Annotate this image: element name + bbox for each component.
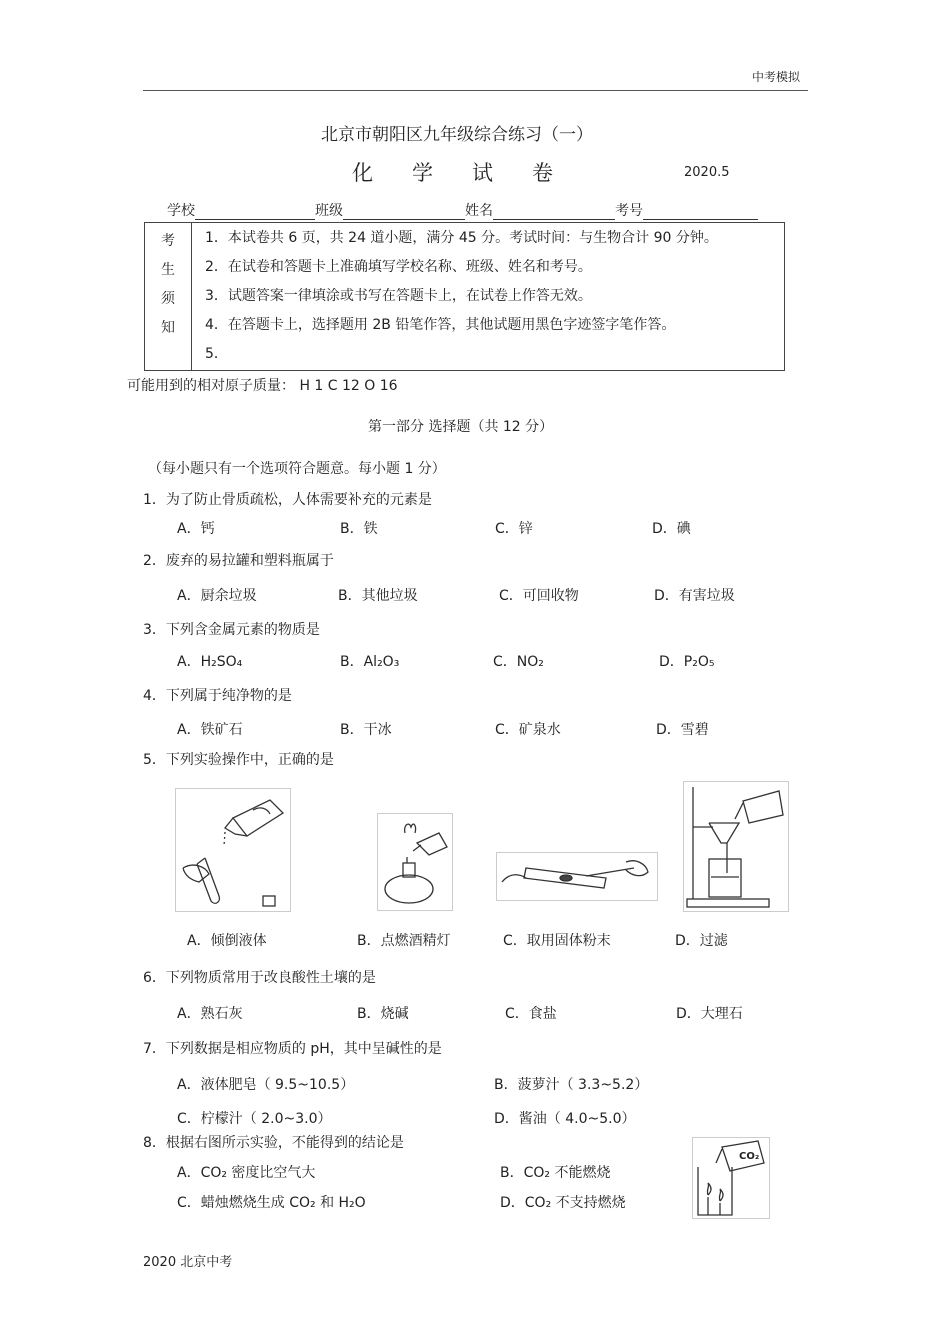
- notice-items: [192, 223, 785, 371]
- exam-title: 北京市朝阳区九年级综合练习（一）: [321, 125, 593, 145]
- option[interactable]: D．酱油（ 4.0~5.0）: [494, 1111, 636, 1127]
- option[interactable]: B．Al₂O₃: [340, 654, 400, 670]
- question-stem: 2．废弃的易拉罐和塑料瓶属于: [143, 553, 334, 569]
- question-stem: 7．下列数据是相应物质的 pH，其中呈碱性的是: [143, 1041, 442, 1057]
- option[interactable]: B．菠萝汁（ 3.3~5.2）: [494, 1077, 649, 1093]
- subject-title: 化 学 试 卷: [352, 161, 553, 185]
- info-line: [167, 200, 758, 220]
- school-label: 学校: [167, 203, 195, 219]
- figure-co2-candles: [692, 1137, 770, 1219]
- option[interactable]: C．矿泉水: [495, 722, 561, 738]
- co2-label: CO₂: [739, 1151, 760, 1162]
- question-stem: 1．为了防止骨质疏松，人体需要补充的元素是: [143, 492, 432, 508]
- notice-item: 5．: [205, 346, 228, 362]
- school-field[interactable]: [195, 205, 315, 220]
- notice-table: [144, 222, 785, 371]
- option[interactable]: C．取用固体粉末: [503, 933, 611, 949]
- option[interactable]: A．液体肥皂（ 9.5~10.5）: [177, 1077, 355, 1093]
- option[interactable]: C．锌: [495, 521, 533, 537]
- option[interactable]: A．厨余垃圾: [177, 588, 257, 604]
- class-label: 班级: [315, 203, 343, 219]
- option[interactable]: A．熟石灰: [177, 1006, 243, 1022]
- notice-item: 4．在答题卡上，选择题用 2B 铅笔作答，其他试题用黑色字迹签字笔作答。: [205, 317, 676, 333]
- footer-label: 2020 北京中考: [143, 1255, 233, 1270]
- question-stem: 4．下列属于纯净物的是: [143, 688, 292, 704]
- atomic-mass-line: 可能用到的相对原子质量： H 1 C 12 O 16: [127, 378, 398, 394]
- option[interactable]: A．H₂SO₄: [177, 654, 243, 670]
- option[interactable]: B．点燃酒精灯: [357, 933, 451, 949]
- question-stem: 3．下列含金属元素的物质是: [143, 622, 320, 638]
- notice-side-label: 考 生 须 知: [145, 223, 192, 371]
- option[interactable]: B．干冰: [340, 722, 392, 738]
- option[interactable]: D．P₂O₅: [659, 654, 715, 670]
- part1-title: 第一部分 选择题（共 12 分）: [368, 419, 554, 435]
- option[interactable]: C．蜡烛燃烧生成 CO₂ 和 H₂O: [177, 1195, 366, 1211]
- option[interactable]: B．铁: [340, 521, 378, 537]
- option[interactable]: A．倾倒液体: [187, 933, 267, 949]
- header-label: 中考模拟: [752, 70, 801, 84]
- option[interactable]: D．CO₂ 不支持燃烧: [500, 1195, 626, 1211]
- class-field[interactable]: [343, 205, 465, 220]
- option[interactable]: B．烧碱: [357, 1006, 409, 1022]
- part1-note: （每小题只有一个选项符合题意。每小题 1 分）: [148, 461, 446, 477]
- question-stem: 8．根据右图所示实验，不能得到的结论是: [143, 1135, 404, 1151]
- option[interactable]: D．大理石: [676, 1006, 743, 1022]
- exam-number-label: 考号: [615, 203, 643, 219]
- option[interactable]: D．有害垃圾: [654, 588, 735, 604]
- figure-solid-powder: [496, 852, 658, 901]
- exam-number-field[interactable]: [643, 205, 758, 220]
- option[interactable]: C．可回收物: [499, 588, 579, 604]
- header-rule: [143, 90, 808, 91]
- name-label: 姓名: [465, 203, 493, 219]
- notice-item: 1．本试卷共 6 页，共 24 道小题，满分 45 分。考试时间：与生物合计 90 分钟。: [205, 230, 718, 246]
- notice-item: 2．在试卷和答题卡上准确填写学校名称、班级、姓名和考号。: [205, 259, 592, 275]
- figure-pouring-liquid: [175, 788, 291, 912]
- option[interactable]: C．柠檬汁（ 2.0~3.0）: [177, 1111, 332, 1127]
- option[interactable]: B．CO₂ 不能燃烧: [500, 1165, 611, 1181]
- name-field[interactable]: [493, 205, 615, 220]
- notice-item: 3．试题答案一律填涂或书写在答题卡上，在试卷上作答无效。: [205, 288, 592, 304]
- option[interactable]: D．雪碧: [656, 722, 709, 738]
- question-stem: 6．下列物质常用于改良酸性土壤的是: [143, 970, 376, 986]
- figure-filtration: [683, 781, 789, 912]
- option[interactable]: C．食盐: [505, 1006, 557, 1022]
- figure-alcohol-lamp: [377, 813, 453, 911]
- option[interactable]: B．其他垃圾: [338, 588, 418, 604]
- option[interactable]: A．铁矿石: [177, 722, 243, 738]
- exam-date: 2020.5: [684, 165, 730, 180]
- option[interactable]: D．碘: [652, 521, 691, 537]
- option[interactable]: D．过滤: [675, 933, 728, 949]
- option[interactable]: A．CO₂ 密度比空气大: [177, 1165, 316, 1181]
- question-stem: 5．下列实验操作中，正确的是: [143, 752, 334, 768]
- option[interactable]: C．NO₂: [493, 654, 544, 670]
- option[interactable]: A．钙: [177, 521, 215, 537]
